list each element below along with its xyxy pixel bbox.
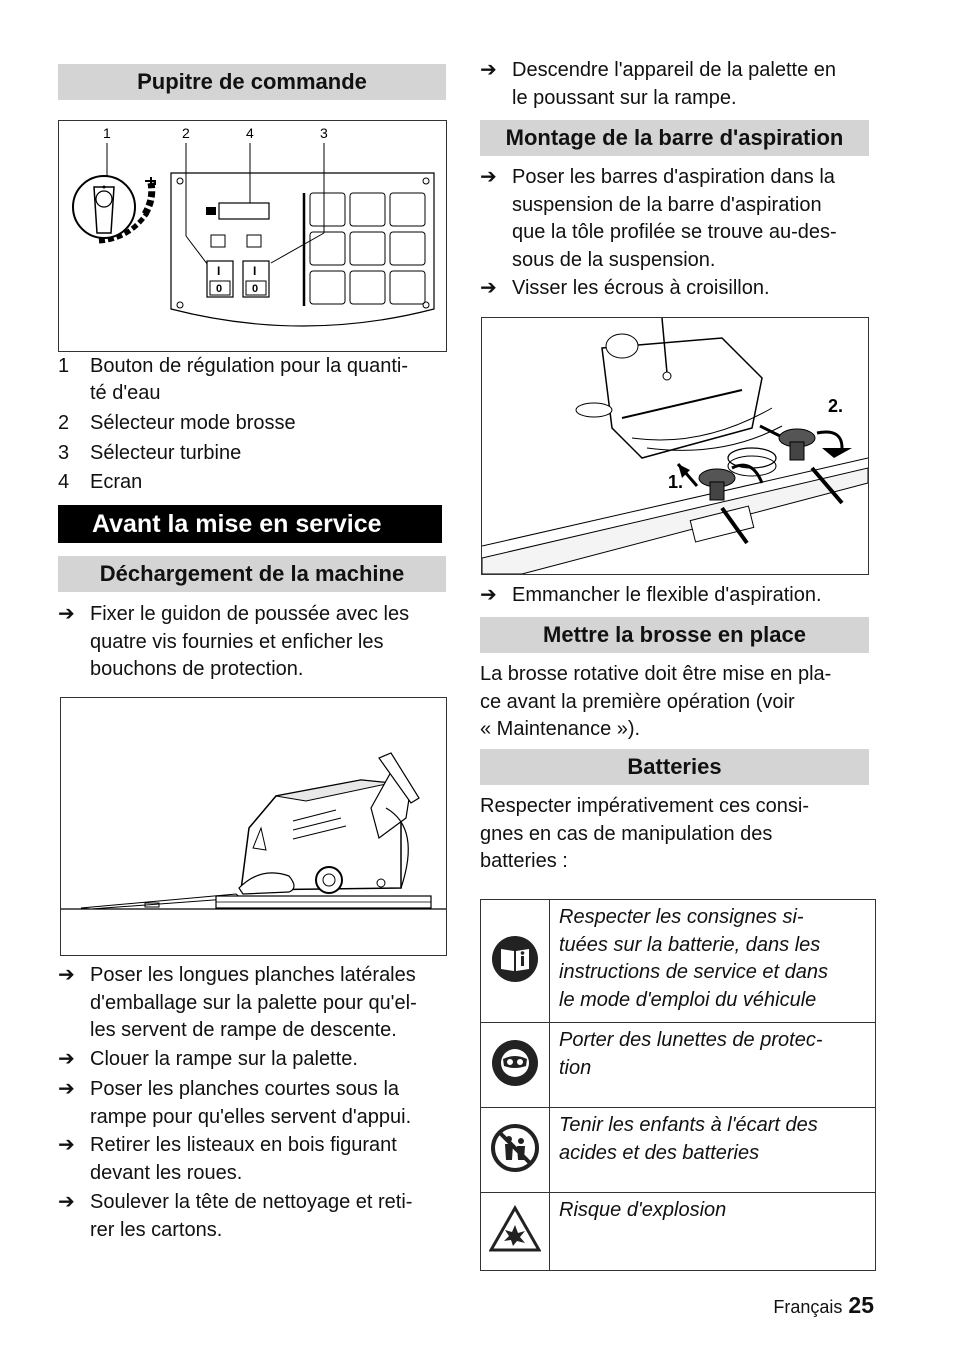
panel-outline bbox=[171, 173, 434, 326]
callout-1: 1 bbox=[103, 125, 111, 141]
callout-4: 4 bbox=[246, 125, 254, 141]
battery-warnings-table bbox=[480, 899, 876, 1271]
svg-text:I: I bbox=[253, 264, 257, 278]
brush-mode-icon bbox=[211, 235, 225, 247]
wing-nut-2 bbox=[779, 429, 815, 460]
step-screw-nuts: ➔ Visser les écrous à croisillon. bbox=[480, 277, 770, 299]
step-place-suction-bars: ➔ Poser les barres d'aspiration dans la suspension de la barre d'aspiration que la tôle profilée se trouve au-des- sous de la suspension. bbox=[480, 166, 837, 271]
legend-item-2: 2 Sélecteur mode brosse bbox=[58, 412, 296, 434]
page-number: 25 bbox=[848, 1292, 874, 1318]
section-heading-unloading: Déchargement de la machine bbox=[58, 556, 446, 592]
suction-bar-illustration bbox=[482, 318, 868, 574]
step-fit-hose: ➔ Emmancher le flexible d'aspiration. bbox=[480, 584, 822, 606]
svg-text:0: 0 bbox=[216, 283, 223, 295]
section-heading-suction: Montage de la barre d'aspiration bbox=[480, 120, 869, 156]
svg-text:I: I bbox=[217, 264, 221, 278]
section-heading-console: Pupitre de commande bbox=[58, 64, 446, 100]
step-short-boards: ➔ Poser les planches courtes sous la rampe pour qu'elles servent d'appui. bbox=[58, 1078, 412, 1128]
step-fix-handle: ➔ Fixer le guidon de poussée avec les quatre vis fournies et enficher les bouchons de protection. bbox=[58, 603, 410, 680]
section-heading-batteries: Batteries bbox=[480, 749, 869, 785]
no-children-icon bbox=[481, 1108, 550, 1193]
console-figure bbox=[58, 120, 447, 352]
machine-illustration bbox=[61, 698, 446, 955]
step-remove-battens: ➔ Retirer les listeaux en bois figurant devant les roues. bbox=[58, 1134, 397, 1184]
brush-paragraph: La brosse rotative doit être mise en pla- ce avant la première opération (voir « Maintenance »). bbox=[480, 663, 832, 740]
batteries-paragraph: Respecter impérativement ces consi- gnes en cas de manipulation des batteries : bbox=[480, 795, 810, 872]
chapter-heading: Avant la mise en service bbox=[58, 505, 442, 543]
water-knob bbox=[73, 176, 155, 241]
legend-item-4: 4 Ecran bbox=[58, 471, 143, 493]
turbine-icon bbox=[247, 235, 261, 247]
page-footer bbox=[773, 1292, 874, 1319]
key-grid bbox=[310, 193, 425, 304]
svg-text:0: 0 bbox=[252, 283, 259, 295]
callout-3: 3 bbox=[320, 125, 328, 141]
warning-row: Porter des lunettes de protec- tion bbox=[481, 1023, 876, 1108]
footer-language: Français bbox=[773, 1297, 843, 1317]
machine-pallet-figure bbox=[60, 697, 447, 956]
warning-row: Risque d'explosion bbox=[481, 1193, 876, 1271]
safety-goggles-icon bbox=[481, 1023, 550, 1108]
legend-item-1: 1 Bouton de régulation pour la quanti- té d'eau bbox=[58, 355, 409, 404]
step-label-1: 1. bbox=[668, 472, 684, 492]
step-ramp-boards: ➔ Poser les longues planches latérales d'emballage sur la palette pour qu'el- les servent de rampe de descente. bbox=[58, 964, 417, 1041]
callout-2: 2 bbox=[182, 125, 190, 141]
step-lift-head: ➔ Soulever la tête de nettoyage et reti- rer les cartons. bbox=[58, 1191, 413, 1241]
display-screen bbox=[219, 203, 269, 219]
display-icon bbox=[206, 207, 216, 215]
console-illustration bbox=[59, 121, 446, 351]
step-nail-ramp: ➔ Clouer la rampe sur la palette. bbox=[58, 1048, 358, 1070]
manual-info-icon bbox=[481, 900, 550, 1023]
explosion-warning-icon bbox=[481, 1193, 550, 1271]
section-heading-brush: Mettre la brosse en place bbox=[480, 617, 869, 653]
step-lower-machine: ➔ Descendre l'appareil de la palette en le poussant sur la rampe. bbox=[480, 59, 837, 109]
legend-item-3: 3 Sélecteur turbine bbox=[58, 442, 242, 464]
warning-row: Respecter les consignes si- tuées sur la batterie, dans les instructions de service et dans le mode d'emploi du véhicule bbox=[481, 900, 876, 1023]
suction-bar-figure bbox=[481, 317, 869, 575]
step-label-2: 2. bbox=[828, 396, 844, 416]
warning-row: Tenir les enfants à l'écart des acides et des batteries bbox=[481, 1108, 876, 1193]
